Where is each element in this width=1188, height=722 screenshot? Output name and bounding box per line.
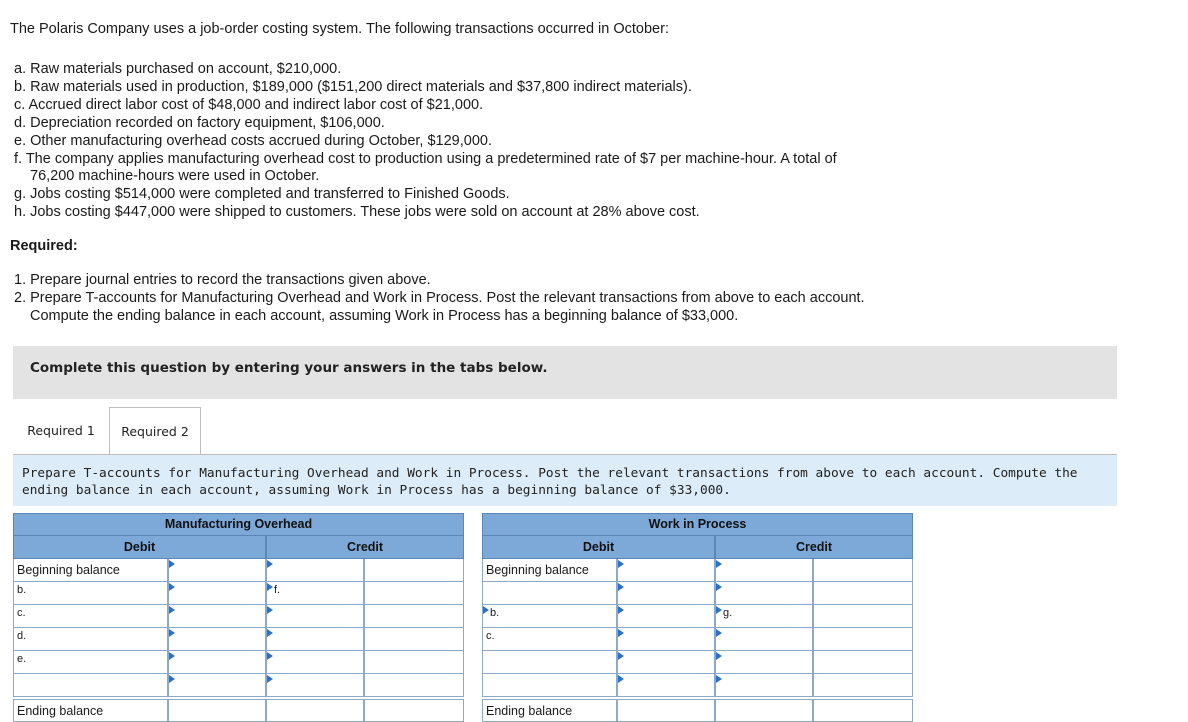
mo-ending-credit-input[interactable] bbox=[364, 699, 464, 722]
wip-credit-header: Credit bbox=[715, 536, 913, 559]
transaction-d: d. Depreciation recorded on factory equipment, $106,000. bbox=[14, 114, 385, 131]
wip-ending-label: Ending balance bbox=[482, 699, 617, 722]
wip-row-ending bbox=[482, 699, 933, 722]
dropdown-arrow-icon bbox=[716, 675, 722, 683]
wip-debit-label-input[interactable] bbox=[482, 674, 617, 697]
mo-debit-amount-input[interactable] bbox=[168, 628, 266, 651]
wip-debit-label-input[interactable]: c. bbox=[482, 628, 617, 651]
mo-debit-amount-input[interactable] bbox=[168, 582, 266, 605]
wip-credit-label-input[interactable] bbox=[715, 651, 813, 674]
mo-row-ending bbox=[13, 699, 464, 722]
wip-row-5 bbox=[482, 674, 933, 697]
dropdown-arrow-icon bbox=[618, 583, 624, 591]
wip-row-3 bbox=[482, 628, 933, 651]
transaction-g: g. Jobs costing $514,000 were completed and transferred to Finished Goods. bbox=[14, 186, 510, 203]
wip-credit-label-input[interactable] bbox=[715, 582, 813, 605]
dropdown-arrow-icon bbox=[267, 652, 273, 660]
wip-debit-amount-input[interactable] bbox=[617, 582, 715, 605]
dropdown-arrow-icon bbox=[716, 583, 722, 591]
tab-required-1[interactable]: Required 1 bbox=[14, 407, 108, 454]
transaction-b: b. Raw materials used in production, $189,000 ($151,200 direct materials and $37,800 indirect materials). bbox=[14, 78, 692, 95]
mo-credit-label-input[interactable] bbox=[266, 674, 364, 697]
mo-beginning-label: Beginning balance bbox=[13, 559, 168, 582]
dropdown-arrow-icon bbox=[267, 629, 273, 637]
wip-credit-amount-input[interactable] bbox=[813, 582, 913, 605]
transaction-f: f. The company applies manufacturing overhead cost to production using a predetermined rate of $7 per machine-hour. A total of bbox=[14, 150, 837, 167]
wip-ending-credit-label-input[interactable] bbox=[715, 699, 813, 722]
mo-debit-amount-input[interactable] bbox=[168, 605, 266, 628]
dropdown-arrow-icon bbox=[716, 606, 722, 614]
dropdown-arrow-icon bbox=[169, 675, 175, 683]
wip-ending-credit-input[interactable] bbox=[813, 699, 913, 722]
mo-debit-label-input[interactable] bbox=[13, 674, 168, 697]
wip-beginning-label: Beginning balance bbox=[482, 559, 617, 582]
dropdown-arrow-icon bbox=[716, 629, 722, 637]
mo-credit-amount-input[interactable] bbox=[364, 605, 464, 628]
wip-debit-amount-input[interactable] bbox=[617, 628, 715, 651]
wip-title: Work in Process bbox=[482, 513, 913, 536]
mo-debit-label-input[interactable]: e. bbox=[13, 651, 168, 674]
instructions-text: Complete this question by entering your answers in the tabs below. bbox=[30, 360, 548, 376]
mo-debit-amount-input[interactable] bbox=[168, 651, 266, 674]
mo-beginning-credit-label-input[interactable] bbox=[266, 559, 364, 582]
dropdown-arrow-icon bbox=[483, 606, 489, 614]
requirement-2: 2. Prepare T-accounts for Manufacturing Overhead and Work in Process. Post the relevant transactions from above to each account. bbox=[14, 289, 865, 306]
wip-debit-amount-input[interactable] bbox=[617, 674, 715, 697]
dropdown-arrow-icon bbox=[618, 606, 624, 614]
requirement-2-continued: Compute the ending balance in each account, assuming Work in Process has a beginning balance of $33,000. bbox=[30, 307, 739, 324]
wip-credit-label-input[interactable] bbox=[715, 674, 813, 697]
dropdown-arrow-icon bbox=[267, 675, 273, 683]
mo-row-beginning bbox=[13, 559, 464, 582]
mo-credit-label-input[interactable] bbox=[266, 651, 364, 674]
transaction-e: e. Other manufacturing overhead costs accrued during October, $129,000. bbox=[14, 132, 492, 149]
dropdown-arrow-icon bbox=[169, 560, 175, 568]
wip-credit-amount-input[interactable] bbox=[813, 605, 913, 628]
dropdown-arrow-icon bbox=[716, 652, 722, 660]
wip-credit-label-input[interactable] bbox=[715, 628, 813, 651]
mo-row-1 bbox=[13, 582, 464, 605]
prompt-text: Prepare T-accounts for Manufacturing Overhead and Work in Process. Post the relevant transactions from above to each account. Compute the ending balance in each account, assuming Work in Process has a beginning balance of $33,000. bbox=[22, 466, 1078, 498]
required-heading: Required: bbox=[10, 238, 78, 254]
mo-credit-label-text: f. bbox=[274, 584, 281, 596]
work-in-process-t-account bbox=[482, 513, 933, 722]
wip-row-beginning bbox=[482, 559, 933, 582]
transaction-list bbox=[14, 61, 837, 222]
mo-ending-credit-label-input[interactable] bbox=[266, 699, 364, 722]
mo-debit-label-input[interactable]: b. bbox=[13, 582, 168, 605]
mo-credit-label-input[interactable] bbox=[266, 628, 364, 651]
dropdown-arrow-icon bbox=[267, 560, 273, 568]
wip-debit-label-input[interactable] bbox=[482, 651, 617, 674]
dropdown-arrow-icon bbox=[169, 652, 175, 660]
wip-ending-debit-input[interactable] bbox=[617, 699, 715, 722]
mo-beginning-credit-input[interactable] bbox=[364, 559, 464, 582]
dropdown-arrow-icon bbox=[169, 583, 175, 591]
mo-beginning-debit-input[interactable] bbox=[168, 559, 266, 582]
wip-credit-amount-input[interactable] bbox=[813, 628, 913, 651]
mo-credit-amount-input[interactable] bbox=[364, 674, 464, 697]
dropdown-arrow-icon bbox=[169, 629, 175, 637]
mo-debit-label-input[interactable]: d. bbox=[13, 628, 168, 651]
wip-credit-amount-input[interactable] bbox=[813, 651, 913, 674]
mo-credit-amount-input[interactable] bbox=[364, 628, 464, 651]
dropdown-arrow-icon bbox=[716, 560, 722, 568]
transaction-f-continued: 76,200 machine-hours were used in October. bbox=[30, 168, 320, 185]
dropdown-arrow-icon bbox=[169, 606, 175, 614]
dropdown-arrow-icon bbox=[267, 606, 273, 614]
wip-debit-label-input[interactable] bbox=[482, 605, 617, 628]
problem-intro: The Polaris Company uses a job-order costing system. The following transactions occurred in October: bbox=[10, 21, 669, 37]
wip-beginning-credit-label-input[interactable] bbox=[715, 559, 813, 582]
wip-debit-amount-input[interactable] bbox=[617, 651, 715, 674]
prompt-banner bbox=[13, 455, 1117, 506]
mo-debit-label-input[interactable]: c. bbox=[13, 605, 168, 628]
wip-row-1 bbox=[482, 582, 933, 605]
mo-row-3 bbox=[13, 628, 464, 651]
transaction-a: a. Raw materials purchased on account, $210,000. bbox=[14, 61, 342, 77]
wip-beginning-debit-input[interactable] bbox=[617, 559, 715, 582]
dropdown-arrow-icon bbox=[618, 652, 624, 660]
wip-credit-label-input[interactable] bbox=[715, 605, 813, 628]
tab-required-2[interactable]: Required 2 bbox=[109, 407, 201, 455]
dropdown-arrow-icon bbox=[267, 583, 273, 591]
wip-debit-header: Debit bbox=[482, 536, 715, 559]
transaction-h: h. Jobs costing $447,000 were shipped to customers. These jobs were sold on account at 28% above cost. bbox=[14, 204, 700, 221]
wip-beginning-credit-input[interactable] bbox=[813, 559, 913, 582]
wip-debit-label-text: b. bbox=[490, 607, 500, 619]
dropdown-arrow-icon bbox=[618, 675, 624, 683]
mo-credit-label-input[interactable] bbox=[266, 582, 364, 605]
wip-row-4 bbox=[482, 651, 933, 674]
mo-debit-header: Debit bbox=[13, 536, 266, 559]
mo-row-4 bbox=[13, 651, 464, 674]
requirements-list bbox=[14, 272, 865, 326]
mo-title: Manufacturing Overhead bbox=[13, 513, 464, 536]
mo-credit-header: Credit bbox=[266, 536, 464, 559]
wip-credit-label-text: g. bbox=[723, 607, 733, 619]
requirement-1: 1. Prepare journal entries to record the transactions given above. bbox=[14, 272, 431, 288]
wip-debit-amount-input[interactable] bbox=[617, 605, 715, 628]
manufacturing-overhead-t-account bbox=[13, 513, 464, 722]
wip-debit-label-input[interactable] bbox=[482, 582, 617, 605]
mo-debit-amount-input[interactable] bbox=[168, 674, 266, 697]
mo-credit-label-input[interactable] bbox=[266, 605, 364, 628]
instructions-banner bbox=[13, 346, 1117, 399]
wip-credit-amount-input[interactable] bbox=[813, 674, 913, 697]
dropdown-arrow-icon bbox=[618, 560, 624, 568]
mo-ending-debit-input[interactable] bbox=[168, 699, 266, 722]
transaction-c: c. Accrued direct labor cost of $48,000 and indirect labor cost of $21,000. bbox=[14, 96, 484, 113]
wip-row-2 bbox=[482, 605, 933, 628]
mo-row-2 bbox=[13, 605, 464, 628]
mo-credit-amount-input[interactable] bbox=[364, 651, 464, 674]
dropdown-arrow-icon bbox=[618, 629, 624, 637]
mo-ending-label: Ending balance bbox=[13, 699, 168, 722]
mo-credit-amount-input[interactable] bbox=[364, 582, 464, 605]
mo-row-5 bbox=[13, 674, 464, 697]
